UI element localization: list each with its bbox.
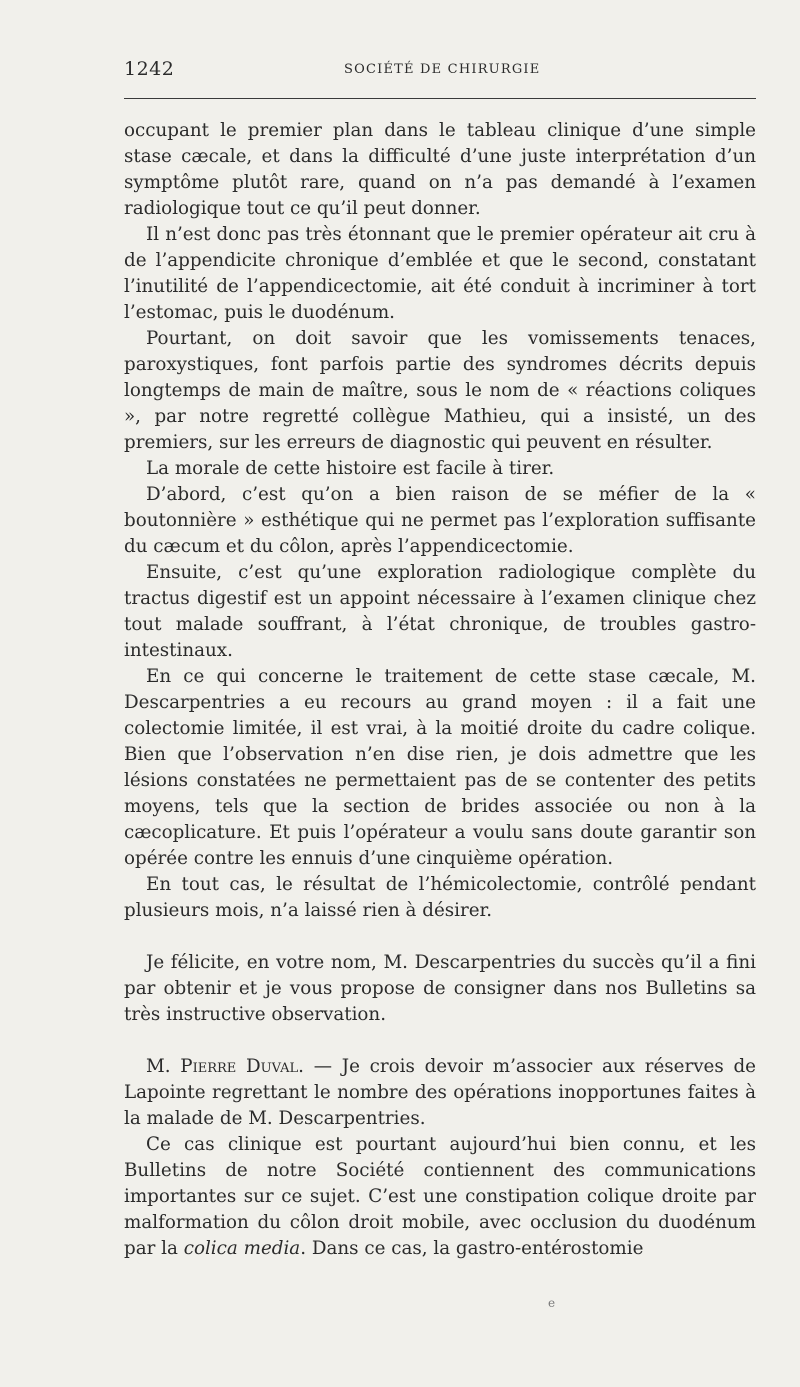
paragraph-11-text-end: . Dans ce cas, la gastro-entérostomie [300,1238,644,1259]
italic-term: colica media [183,1238,301,1259]
footer-mark: e [548,1296,556,1310]
running-title: SOCIÉTÉ DE CHIRURGIE [344,62,541,77]
paragraph-11 [124,1132,756,1262]
section-gap [124,924,756,950]
paragraph-7: En ce qui concerne le traitement de cette stase cæcale, M. Descarpentries a eu recours au grand moyen : il a fait une colectomie limitée, il est vrai, à la moitié droite du cadre colique. Bien que l’observation n’en dise rien, je dois admettre que les lésions constatées ne permettaient pas de se contenter des petits moyens, tels que la section de brides associée ou non à la cæcoplicature. Et puis l’opérateur a voulu sans doute garantir son opérée contre les ennuis d’une cinquième opération. [124,666,756,869]
section-gap [124,1028,756,1054]
header-rule [124,98,756,99]
speaker-name: M. Pierre Duval. [146,1056,304,1077]
paragraph-10-text: — Je crois devoir m’associer aux réserves de Lapointe regrettant le nombre des opérations inopportunes faites à la malade de M. Descarpentries. [124,1056,756,1129]
paragraph-4: La morale de cette histoire est facile à tirer. [146,458,555,479]
paragraph-1: occupant le premier plan dans le tableau clinique d’une simple stase cæcale, et dans la difficulté d’une juste interprétation d’un symptôme plutôt rare, quand on n’a pas demandé à l’examen radiologique tout ce qu’il peut donner. [124,120,756,219]
body-text [124,118,756,1262]
paragraph-9: Je félicite, en votre nom, M. Descarpentries du succès qu’il a fini par obtenir et je vous propose de consigner dans nos Bulletins sa très instructive observation. [124,952,756,1025]
paragraph-8: En tout cas, le résultat de l’hémicolectomie, contrôlé pendant plusieurs mois, n’a laissé rien à désirer. [124,874,756,921]
paragraph-5: D’abord, c’est qu’on a bien raison de se méfier de la « boutonnière » esthétique qui ne permet pas l’exploration suffisante du cæcum et du côlon, après l’appendicectomie. [124,484,756,557]
page-number: 1242 [124,58,175,80]
paragraph-6: Ensuite, c’est qu’une exploration radiologique complète du tractus digestif est un appoint nécessaire à l’examen clinique chez tout malade souffrant, à l’état chronique, de troubles gastro-intestinaux. [124,562,756,661]
paragraph-3: Pourtant, on doit savoir que les vomissements tenaces, paroxystiques, font parfois partie des syndromes décrits depuis longtemps de main de maître, sous le nom de « réactions coliques », par notre regretté collègue Mathieu, qui a insisté, un des premiers, sur les erreurs de diagnostic qui peuvent en résulter. [124,328,756,453]
page-header [124,58,756,86]
paragraph-11-text-start: Ce cas clinique est pourtant aujourd’hui bien connu, et les Bulletins de notre Société contiennent des communications importantes sur ce sujet. C’est une constipation colique droite par malformation du côlon droit mobile, avec occlusion du duodénum par la [124,1134,756,1259]
paragraph-2: Il n’est donc pas très étonnant que le premier opérateur ait cru à de l’appendicite chronique d’emblée et que le second, constatant l’inutilité de l’appendicectomie, ait été conduit à incriminer à tort l’estomac, puis le duodénum. [124,224,756,323]
paragraph-10 [124,1054,756,1132]
